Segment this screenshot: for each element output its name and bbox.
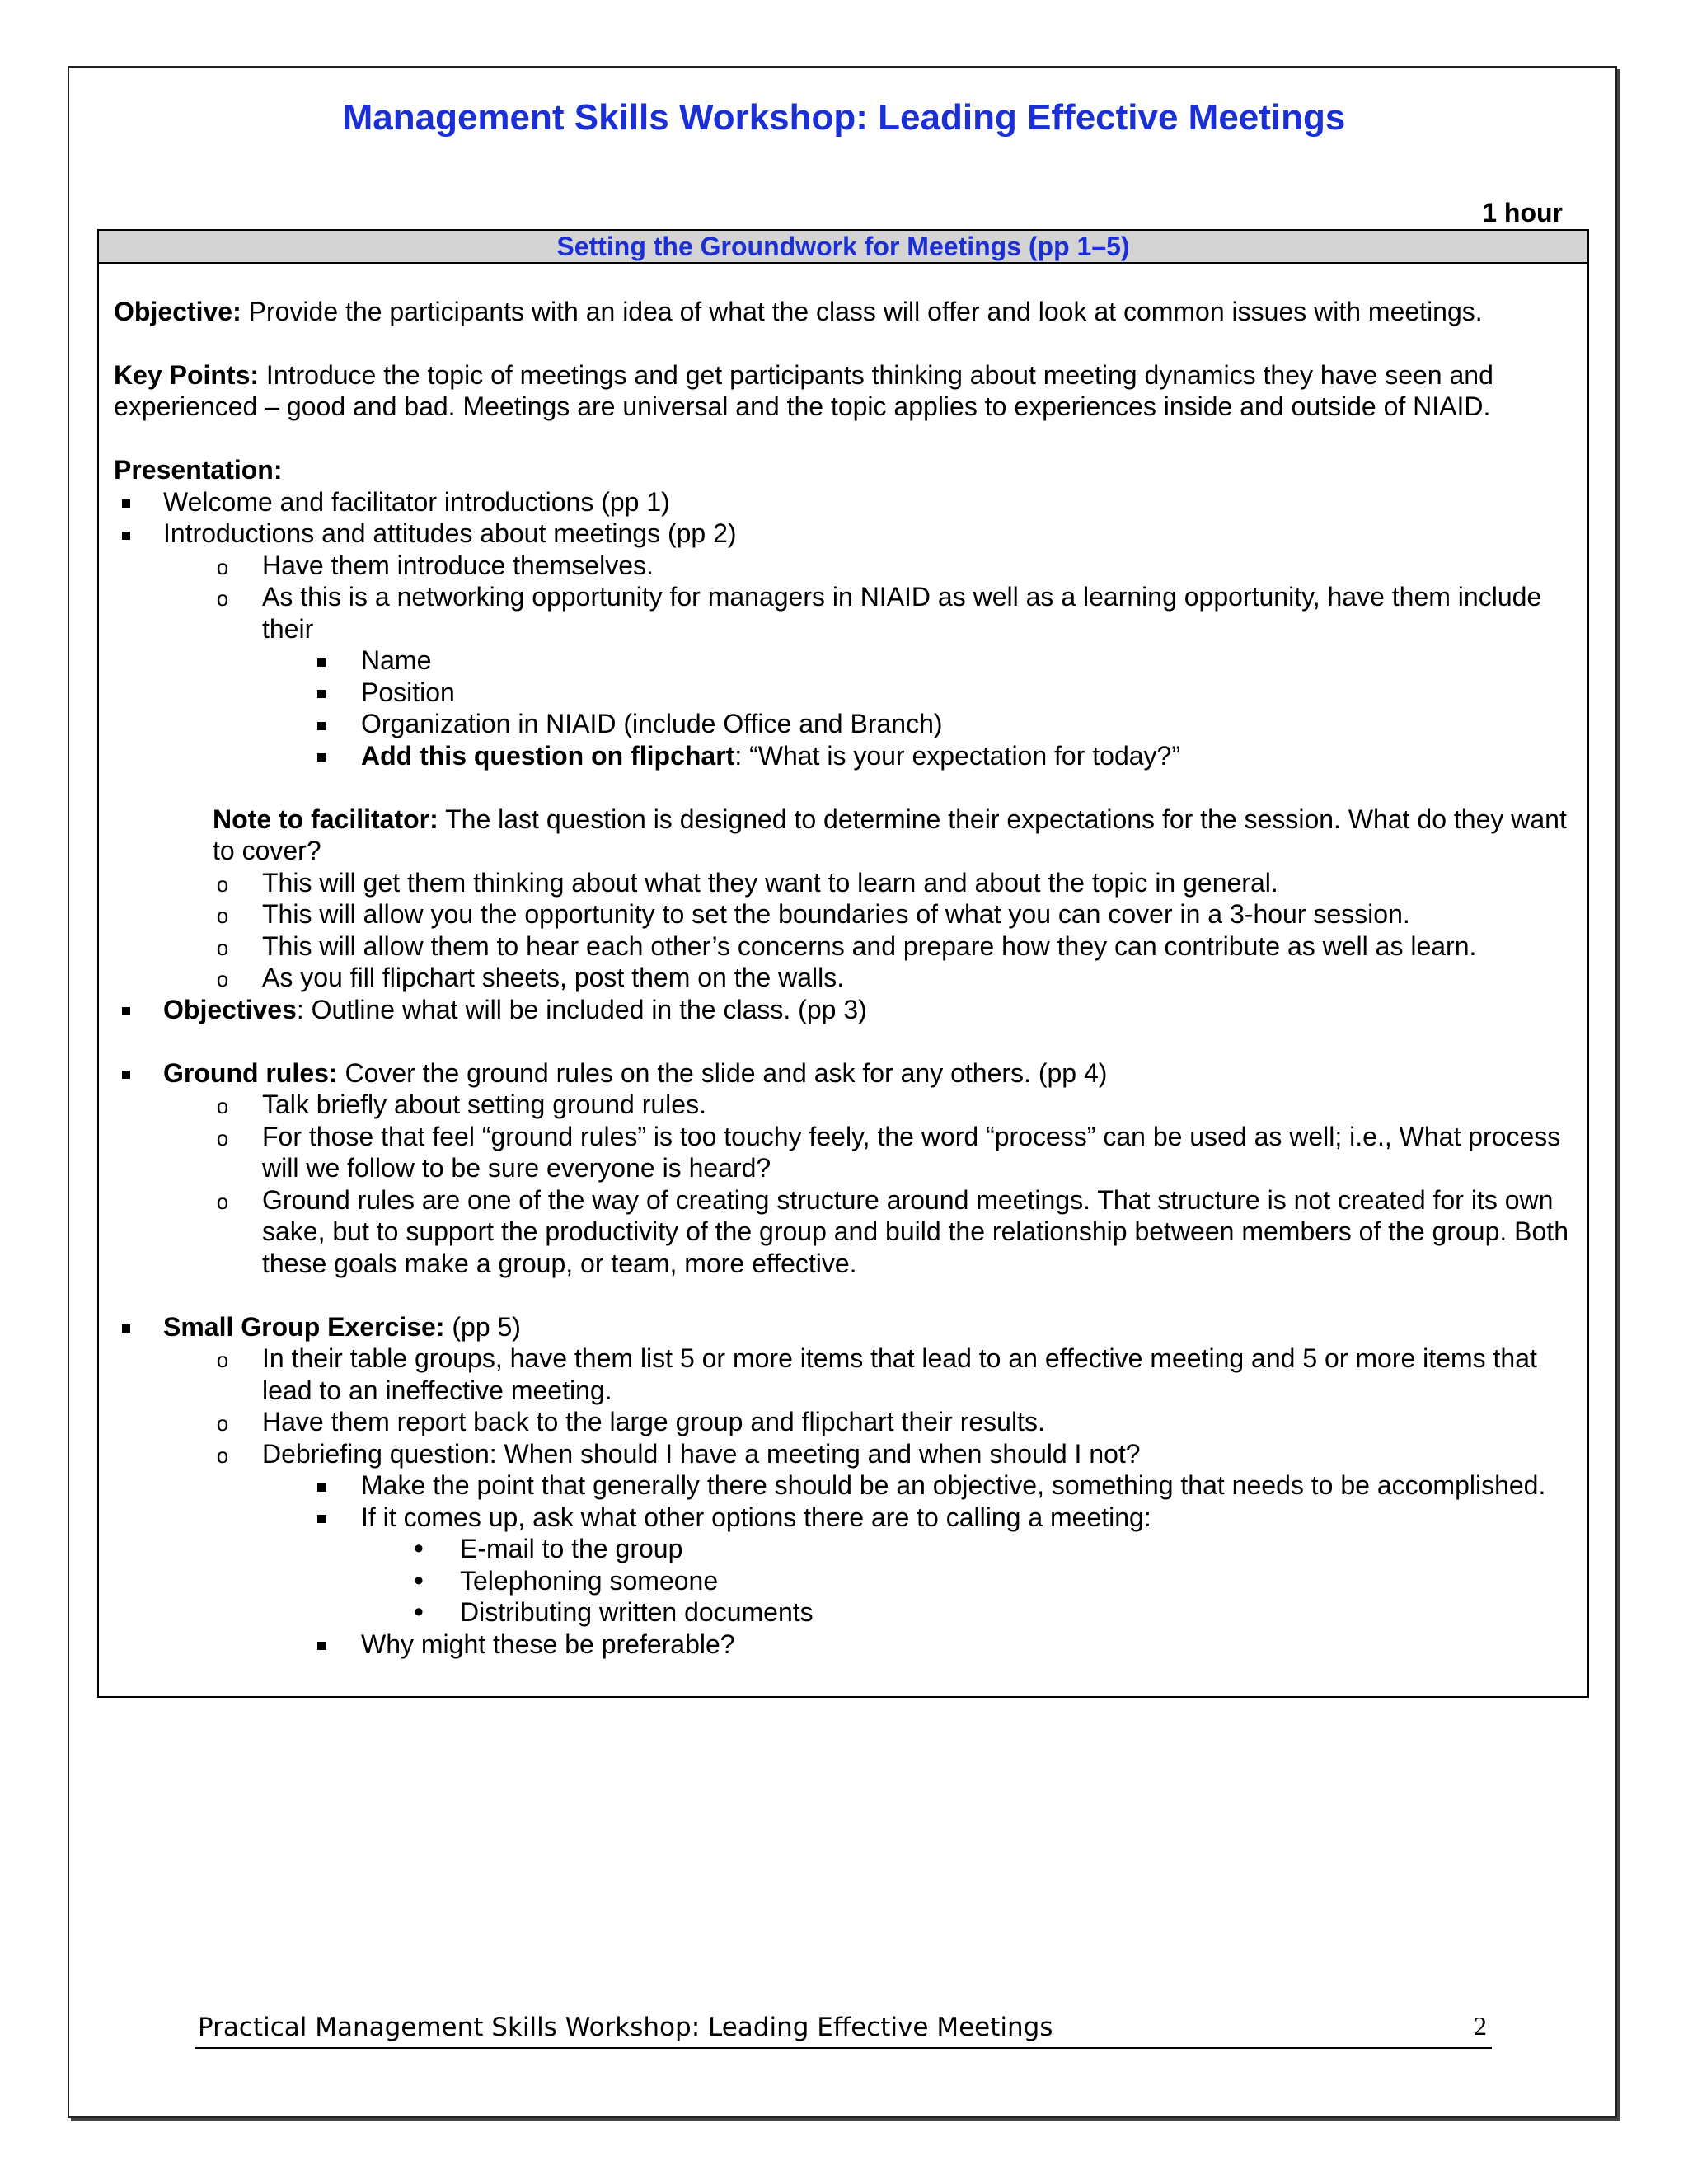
dot-bullet-icon: [406, 1533, 431, 1565]
key-points-label: Key Points:: [114, 359, 260, 390]
square-bullet-icon: [309, 1502, 334, 1534]
document-title: Management Skills Workshop: Leading Effective Meetings: [342, 97, 1346, 138]
list-item: [114, 1089, 1573, 1121]
objective-paragraph: [114, 296, 1573, 328]
list-item: [114, 962, 1573, 994]
list-item-text: Have them introduce themselves.: [262, 550, 654, 580]
key-points-paragraph: [114, 359, 1573, 423]
list-item: [114, 1438, 1573, 1470]
duration-label: 1 hour: [1482, 198, 1563, 227]
list-item: [114, 518, 1573, 550]
list-item: [114, 1343, 1573, 1406]
list-item-text: As you fill flipchart sheets, post them on the walls.: [262, 963, 845, 992]
list-item: [114, 740, 1573, 772]
list-item: [114, 1406, 1573, 1438]
objectives-text: : Outline what will be included in the class. (pp 3): [296, 994, 867, 1024]
note-label: Note to facilitator:: [213, 804, 438, 834]
list-item-text: Position: [361, 677, 455, 707]
list-item-text: As this is a networking opportunity for managers in NIAID as well as a learning opportunity, have them include their: [262, 582, 1542, 644]
page-number: 2: [1474, 2011, 1487, 2041]
circle-bullet-icon: [210, 550, 235, 583]
square-bullet-icon: [309, 708, 334, 740]
list-item-text: Telephoning someone: [460, 1565, 719, 1596]
list-item: [114, 898, 1573, 930]
list-item: [114, 1533, 1573, 1565]
circle-bullet-icon: [210, 1438, 235, 1472]
list-item: [114, 1565, 1573, 1597]
page-footer: [195, 2011, 1492, 2049]
list-item: [114, 581, 1573, 644]
list-item-text: This will allow them to hear each other’s concerns and prepare how they can contribute as well as learn.: [262, 930, 1477, 961]
list-item-text: Welcome and facilitator introductions (pp 1): [163, 486, 670, 517]
list-item-text: Have them report back to the large group and flipchart their results.: [262, 1407, 1045, 1436]
list-item-text: Introductions and attitudes about meetings (pp 2): [163, 518, 737, 548]
dot-bullet-icon: [406, 1565, 431, 1597]
dot-bullet-icon: [406, 1596, 431, 1629]
circle-bullet-icon: [210, 898, 235, 932]
section-body: [99, 264, 1587, 1660]
list-item: [114, 550, 1573, 582]
list-item: [114, 994, 1573, 1026]
ground-rules-label: Ground rules:: [163, 1057, 338, 1088]
square-bullet-icon: [114, 486, 138, 518]
objective-text: Provide the participants with an idea of what the class will offer and look at common issues with meetings.: [241, 296, 1483, 326]
list-item-text: For those that feel “ground rules” is too touchy feely, the word “process” can be used as well; i.e., What process will we follow to be sure everyone is heard?: [262, 1121, 1561, 1183]
circle-bullet-icon: [210, 1184, 235, 1218]
list-item: [114, 1311, 1573, 1343]
note-text: The last question is designed to determine their expectations for the session. What do they want to cover?: [213, 804, 1567, 865]
exercise-text: (pp 5): [444, 1311, 521, 1342]
list-item: [114, 867, 1573, 899]
circle-bullet-icon: [210, 1343, 235, 1376]
square-bullet-icon: [114, 994, 138, 1026]
square-bullet-icon: [114, 518, 138, 550]
circle-bullet-icon: [210, 1406, 235, 1440]
list-item: [114, 1469, 1573, 1502]
square-bullet-icon: [309, 1469, 334, 1502]
flipchart-label: Add this question on flipchart: [361, 740, 735, 771]
list-item-text: This will allow you the opportunity to set the boundaries of what you can cover in a 3-hour session.: [262, 899, 1410, 929]
list-item: [114, 930, 1573, 963]
flipchart-text: : “What is your expectation for today?”: [734, 740, 1180, 771]
facilitator-note: [114, 804, 1573, 867]
list-item-text: Organization in NIAID (include Office and Branch): [361, 709, 943, 738]
square-bullet-icon: [309, 1629, 334, 1661]
list-item: [114, 644, 1573, 677]
list-item-text: Debriefing question: When should I have a meeting and when should I not?: [262, 1438, 1141, 1469]
objective-label: Objective:: [114, 296, 241, 326]
footer-text: Practical Management Skills Workshop: Leading Effective Meetings: [198, 2013, 1053, 2042]
objectives-label: Objectives: [163, 994, 297, 1024]
key-points-text: Introduce the topic of meetings and get participants thinking about meeting dynamics they have seen and experienced – good and bad. Meetings are universal and the topic applies to experiences inside and outside of NIAID.: [114, 359, 1493, 421]
section-heading: Setting the Groundwork for Meetings (pp 1–5): [99, 231, 1587, 264]
square-bullet-icon: [114, 1057, 138, 1090]
list-item: [114, 1121, 1573, 1184]
circle-bullet-icon: [210, 1089, 235, 1122]
list-item-text: If it comes up, ask what other options there are to calling a meeting:: [361, 1502, 1151, 1532]
circle-bullet-icon: [210, 867, 235, 901]
circle-bullet-icon: [210, 962, 235, 996]
list-item-text: Why might these be preferable?: [361, 1629, 735, 1659]
square-bullet-icon: [114, 1311, 138, 1343]
list-item-text: Ground rules are one of the way of creating structure around meetings. That structure is not created for its own sake, but to support the productivity of the group and build the relationship between members of the group. Both these goals make a group, or team, more effective.: [262, 1184, 1568, 1278]
list-item: [114, 486, 1573, 518]
list-item-text: In their table groups, have them list 5 or more items that lead to an effective meeting and 5 or more items that lead to an ineffective meeting.: [262, 1343, 1537, 1405]
list-item-text: This will get them thinking about what they want to learn and about the topic in general.: [262, 867, 1278, 898]
square-bullet-icon: [309, 644, 334, 677]
list-item-text: Name: [361, 645, 432, 675]
circle-bullet-icon: [210, 1121, 235, 1155]
list-item-text: Talk briefly about setting ground rules.: [262, 1090, 706, 1119]
exercise-label: Small Group Exercise:: [163, 1311, 445, 1342]
list-item-text: Make the point that generally there should be an objective, something that needs to be accomplished.: [361, 1470, 1546, 1500]
list-item: [114, 1502, 1573, 1534]
list-item: [114, 708, 1573, 740]
list-item: [114, 1184, 1573, 1280]
presentation-label: Presentation:: [114, 455, 283, 485]
list-item: [114, 677, 1573, 709]
circle-bullet-icon: [210, 930, 235, 964]
list-item-text: Distributing written documents: [460, 1597, 814, 1627]
ground-rules-text: Cover the ground rules on the slide and ask for any others. (pp 4): [337, 1057, 1108, 1088]
square-bullet-icon: [309, 677, 334, 709]
square-bullet-icon: [309, 740, 334, 772]
list-item: [114, 1629, 1573, 1661]
list-item: [114, 1596, 1573, 1629]
list-item-text: E-mail to the group: [460, 1534, 683, 1563]
circle-bullet-icon: [210, 581, 235, 615]
list-item: [114, 1057, 1573, 1090]
content-table: [97, 229, 1589, 1698]
